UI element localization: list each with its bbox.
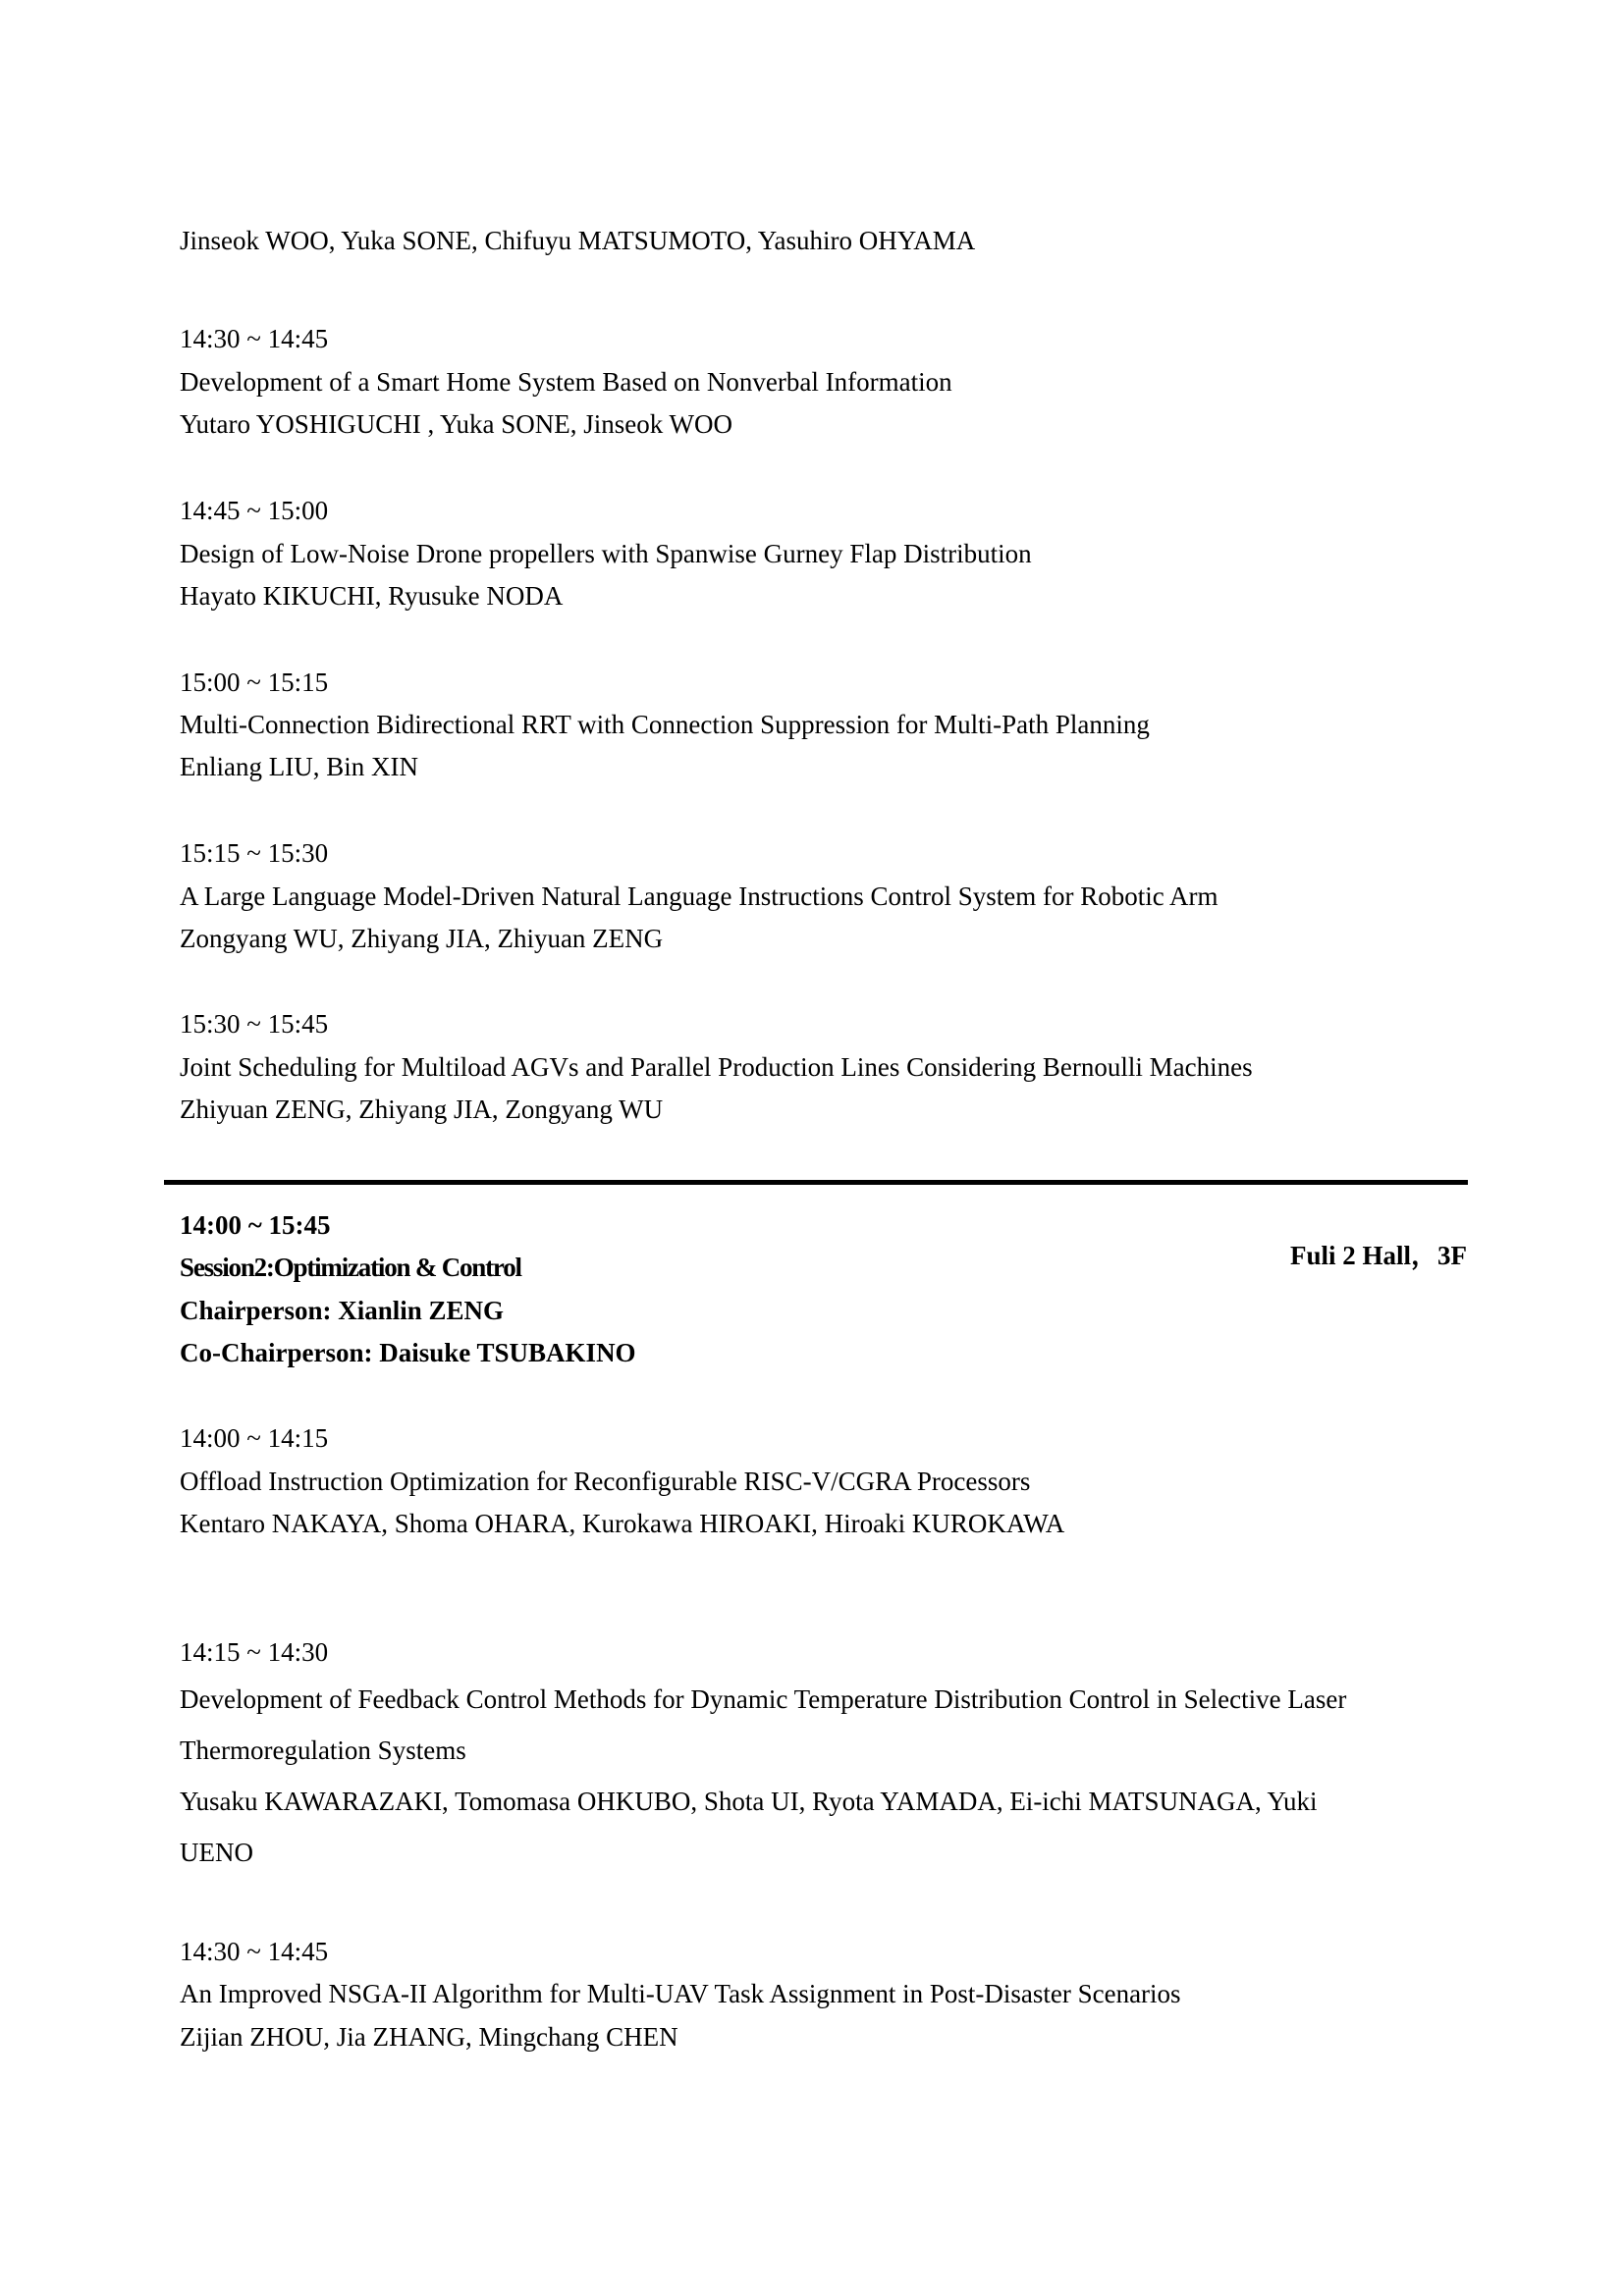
paper-authors: Zijian ZHOU, Jia ZHANG, Mingchang CHEN bbox=[180, 2022, 678, 2052]
paper-title: Joint Scheduling for Multiload AGVs and Parallel Production Lines Considering Bernoulli Machines bbox=[180, 1052, 1253, 1082]
paper-title: Offload Instruction Optimization for Reconfigurable RISC-V/CGRA Processors bbox=[180, 1467, 1031, 1496]
paper-authors: Zhiyuan ZENG, Zhiyang JIA, Zongyang WU bbox=[180, 1095, 664, 1124]
paper-title: Development of Feedback Control Methods for Dynamic Temperature Distribution Control in Selective Laser bbox=[180, 1684, 1347, 1714]
paper-title: Design of Low-Noise Drone propellers with Spanwise Gurney Flap Distribution bbox=[180, 539, 1032, 568]
session-title: Session2:Optimization & Control bbox=[180, 1253, 521, 1282]
paper-time: 15:00 ~ 15:15 bbox=[180, 667, 329, 697]
paper-title-continued: Thermoregulation Systems bbox=[180, 1735, 466, 1765]
paper-authors: Hayato KIKUCHI, Ryusuke NODA bbox=[180, 581, 564, 611]
paper-time: 15:30 ~ 15:45 bbox=[180, 1009, 329, 1039]
session-time: 14:00 ~ 15:45 bbox=[180, 1210, 331, 1240]
paper-authors: Kentaro NAKAYA, Shoma OHARA, Kurokawa HIROAKI, Hiroaki KUROKAWA bbox=[180, 1509, 1065, 1538]
paper-time: 14:00 ~ 14:15 bbox=[180, 1423, 329, 1453]
paper-time: 14:15 ~ 14:30 bbox=[180, 1637, 329, 1667]
session-chairperson: Chairperson: Xianlin ZENG bbox=[180, 1296, 505, 1325]
paper-title: Multi-Connection Bidirectional RRT with Connection Suppression for Multi-Path Planning bbox=[180, 710, 1150, 739]
session-location: Fuli 2 Hall，3F bbox=[1289, 1241, 1467, 1270]
paper-time: 14:45 ~ 15:00 bbox=[180, 496, 329, 525]
paper-authors: Enliang LIU, Bin XIN bbox=[180, 752, 418, 781]
paper-authors: Jinseok WOO, Yuka SONE, Chifuyu MATSUMOTO, Yasuhiro OHYAMA bbox=[180, 226, 976, 255]
paper-authors-continued: UENO bbox=[180, 1838, 253, 1867]
paper-time: 14:30 ~ 14:45 bbox=[180, 1937, 329, 1966]
paper-time: 15:15 ~ 15:30 bbox=[180, 838, 329, 868]
paper-title: A Large Language Model-Driven Natural Language Instructions Control System for Robotic Arm bbox=[180, 881, 1218, 911]
paper-time: 14:30 ~ 14:45 bbox=[180, 324, 329, 353]
session-divider bbox=[164, 1180, 1468, 1185]
paper-authors: Yusaku KAWARAZAKI, Tomomasa OHKUBO, Shota UI, Ryota YAMADA, Ei-ichi MATSUNAGA, Yuki bbox=[180, 1787, 1318, 1816]
paper-authors: Zongyang WU, Zhiyang JIA, Zhiyuan ZENG bbox=[180, 924, 664, 953]
paper-title: Development of a Smart Home System Based on Nonverbal Information bbox=[180, 367, 952, 397]
session-cochairperson: Co-Chairperson: Daisuke TSUBAKINO bbox=[180, 1338, 636, 1367]
paper-authors: Yutaro YOSHIGUCHI , Yuka SONE, Jinseok WOO bbox=[180, 409, 732, 439]
paper-title: An Improved NSGA-II Algorithm for Multi-UAV Task Assignment in Post-Disaster Scenarios bbox=[180, 1979, 1181, 2008]
